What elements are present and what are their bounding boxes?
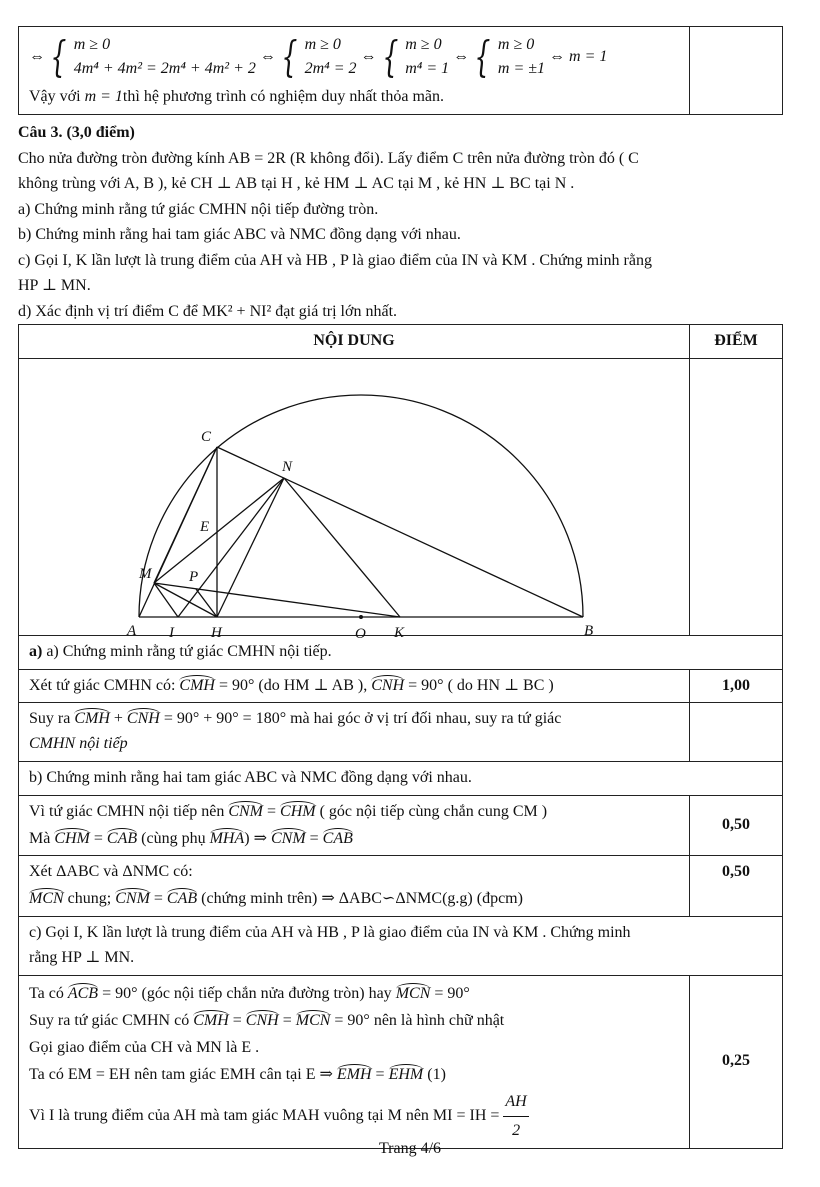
score-a2 (690, 703, 783, 762)
label-O: O (355, 625, 366, 642)
part-a-step-1: Xét tứ giác CMHN có: CMH = 90° (do HM ⊥ AB ), CNH = 90° ( do HN ⊥ BC ) (19, 669, 690, 703)
label-I: I (169, 624, 174, 641)
problem-part-c-1: c) Gọi I, K lần lượt là trung điểm của AH và HB , P là giao điểm của IN và KM . Chứng minh rằng (18, 251, 652, 269)
segment-MN (154, 478, 284, 583)
header-score: ĐIỂM (690, 325, 783, 359)
top-answer-table (18, 26, 783, 115)
conclusion-line: Vậy với m = 1thì hệ phương trình có nghiệm duy nhất thỏa mãn. (29, 88, 444, 105)
label-P: P (189, 568, 199, 585)
score-a1: 1,00 (690, 669, 783, 703)
equiv-symbol: ⇔ (29, 47, 45, 65)
result-value: m = 1 (569, 47, 608, 65)
score-b3: 0,50 (690, 856, 783, 917)
problem-part-d: d) Xác định vị trí điểm C để MK² + NI² đạt giá trị lớn nhất. (18, 302, 398, 320)
top-answer-cell (19, 27, 690, 115)
problem-part-a: a) Chứng minh rằng tứ giác CMHN nội tiếp đường tròn. (18, 200, 379, 218)
equiv-symbol: ⇔ (259, 47, 276, 65)
part-c-steps: Ta có ACB = 90° (góc nội tiếp chắn nửa đường tròn) hay MCN = 90° Suy ra tứ giác CMHN có CMH = CNH = MCN = 90° nên là hình chữ nhật Gọi giao điểm của CH và MN là E . Ta có EM = EH nên tam giác EMH cân tại E ⇒ EMH = EHM (1) Vì I là trung điểm của AH mà tam giác MAH vuông tại M nên MI = IH = $\frac{AH}{2}$ (19, 975, 690, 1148)
problem-statement (18, 120, 783, 324)
problem-part-c-2: HP ⊥ MN. (18, 277, 91, 294)
system-2: { m ≥ 0 2m⁴ = 2 (281, 32, 357, 81)
problem-part-b: b) Chứng minh rằng hai tam giác ABC và NMC đồng dạng với nhau. (18, 226, 461, 243)
segment-CB (217, 447, 583, 617)
problem-intro-1: Cho nửa đường tròn đường kính AB = 2R (R không đổi). Lấy điểm C trên nửa đường tròn đó ( C (18, 149, 639, 167)
system-3: { m ≥ 0 m⁴ = 1 (381, 32, 450, 81)
part-b-step-3: Xét ΔABC và ΔNMC có: MCN chung; CNM = CAB (chứng minh trên) ⇒ ΔABC∽ΔNMC(g.g) (đpcm) (19, 856, 690, 917)
header-content: NỘI DUNG (19, 325, 690, 359)
part-c-header: c) Gọi I, K lần lượt là trung điểm của AH và HB , P là giao điểm của IN và KM . Chứng minh rằng HP ⊥ MN. (19, 916, 783, 975)
figure-score-cell (690, 358, 783, 635)
center-point-O (359, 615, 363, 619)
part-b-header: b) Chứng minh rằng hai tam giác ABC và NMC đồng dạng với nhau. (19, 761, 783, 795)
score-c: 0,25 (690, 975, 783, 1148)
label-H: H (211, 624, 222, 641)
equiv-symbol: ⇔ (360, 47, 377, 65)
label-B: B (584, 622, 594, 639)
segment-MH (154, 583, 217, 617)
equiv-symbol: ⇔ (549, 47, 566, 65)
label-K: K (394, 624, 405, 641)
top-score-cell (690, 27, 783, 115)
segment-PH (196, 589, 217, 617)
label-N: N (282, 458, 293, 475)
problem-title: Câu 3. (3,0 điểm) (18, 124, 135, 141)
problem-intro-2: không trùng với A, B ), kẻ CH ⊥ AB tại H , kẻ HM ⊥ AC tại M , kẻ HN ⊥ BC tại N . (18, 175, 575, 192)
equation-chain (29, 33, 679, 81)
solution-table (18, 324, 783, 1149)
page-footer: Trang 4/6 (378, 1140, 442, 1157)
segment-MI (154, 583, 178, 617)
equiv-symbol: ⇔ (453, 47, 470, 65)
system-4: { m ≥ 0 m = ±1 (474, 32, 546, 81)
label-C: C (201, 428, 212, 445)
fraction-AH-2: $\frac{AH}{2}$ (503, 1088, 528, 1143)
part-a-header: a) a) Chứng minh rằng tứ giác CMHN nội tiếp. (19, 635, 783, 669)
part-a-step-2: Suy ra CMH + CNH = 90° + 90° = 180° mà hai góc ở vị trí đối nhau, suy ra tứ giác CMHN nội tiếp (19, 703, 690, 762)
system-1: { m ≥ 0 4m⁴ + 4m² = 2m⁴ + 4m² + 2 (50, 32, 256, 81)
figure-cell (19, 358, 690, 642)
label-E: E (200, 518, 210, 535)
label-A: A (127, 622, 137, 639)
segment-NK (284, 478, 400, 617)
score-b12: 0,50 (690, 795, 783, 856)
geometry-figure (119, 361, 599, 642)
part-b-steps-1-2: Vì tứ giác CMHN nội tiếp nên CNM = CHM ( góc nội tiếp cùng chắn cung CM ) Mà CHM = CAB (cùng phụ MHA) ⇒ CNM = CAB (19, 795, 690, 856)
label-M: M (139, 565, 152, 582)
